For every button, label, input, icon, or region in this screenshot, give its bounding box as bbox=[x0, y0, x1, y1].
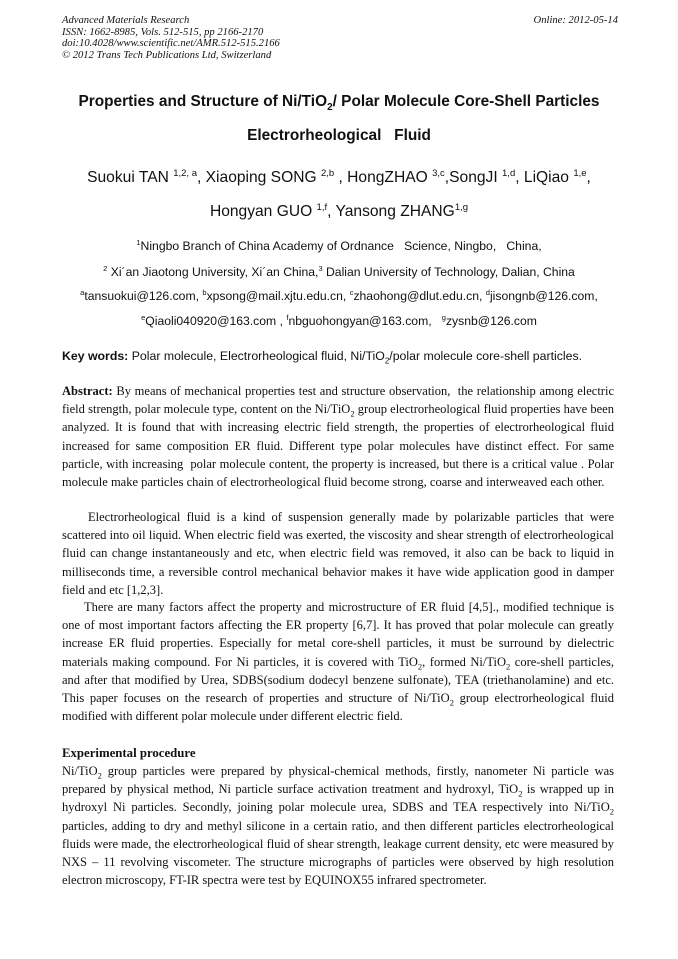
email-address: tansuokui@126.com, bbox=[84, 289, 203, 303]
author-affiliation-mark: 3,c bbox=[432, 167, 445, 179]
email-mark: f bbox=[286, 312, 289, 322]
paragraph-text: group particles were prepared by physical-chemical methods, firstly, nanometer Ni particle was prepared by physical method, Ni particle surface activation treatment and hydroxyl, TiO bbox=[62, 764, 614, 797]
paragraph-text: , formed Ni/TiO bbox=[422, 654, 507, 669]
email-address: zysnb@126.com bbox=[445, 314, 537, 328]
affiliation-mark: 3 bbox=[318, 263, 323, 273]
email-address: jisongnb@126.com, bbox=[489, 289, 598, 303]
author-name: SongJI bbox=[449, 169, 503, 186]
experimental-paragraph bbox=[62, 762, 614, 889]
email-line-2 bbox=[30, 313, 648, 329]
affiliation-text: Ningbo Branch of China Academy of Ordnance Science, Ningbo, China, bbox=[140, 239, 542, 253]
abstract-subscript: 2 bbox=[350, 408, 355, 419]
paragraph-text: particles, adding to dry and methyl silicone in a certain ratio, and then different particles electrorheological fluids were made, the electrorheological fluid of shear strength, leakage current density, etc were measured by NXS – 11 revolving viscometer. The structure micrographs of particles were observed by high resolution electron microscopy, FT-IR spectra were test by EQUINOX55 infrared spectrometer. bbox=[62, 818, 614, 888]
issn-line: ISSN: 1662-8985, Vols. 512-515, pp 2166-2170 bbox=[62, 26, 264, 38]
author-name: LiQiao bbox=[523, 169, 574, 186]
email-address: Qiaoli040920@163.com , bbox=[145, 314, 287, 328]
subscript: 2 bbox=[518, 788, 523, 799]
keywords-label: Key words: bbox=[62, 349, 129, 363]
intro-paragraph-1: Electrorheological fluid is a kind of suspension generally made by polarizable particles that were scattered into oil liquid. When electric field was exerted, the viscosity and shear strength of electrorheological fluid can change instantaneously and etc, when electric field was removed, it also can be back to liquid in milliseconds time, a reversible control mechanical behavior makes it have wide application good in damper field and etc [1,2,3]. bbox=[62, 510, 614, 597]
author-affiliation-mark: 2,b bbox=[320, 167, 335, 179]
online-date: Online: 2012-05-14 bbox=[533, 15, 618, 26]
affiliation-line-2 bbox=[30, 264, 648, 280]
affiliation-line-1 bbox=[30, 238, 648, 254]
authors-line-1 bbox=[30, 168, 648, 188]
email-address: xpsong@mail.xjtu.edu.cn, bbox=[206, 289, 350, 303]
abstract-text: group electrorheological fluid properties have been analyzed. It is found that with increasing electric field strength, the properties of electrorheological fluid increased for same composition ER fluid. Different type polar molecules have distinct effect. For same particle, with increasing polar molecule content, the property is increased, but there is a critical value . Polar molecule make particles chain of electrorheological fluid become strong, coarse and interweaved each other. bbox=[62, 402, 614, 490]
paragraph-text: Ni/TiO bbox=[62, 764, 98, 778]
affiliation-mark: 1 bbox=[136, 237, 141, 247]
email-line-1 bbox=[30, 288, 648, 304]
subscript: 2 bbox=[506, 661, 511, 672]
section-heading: Experimental procedure bbox=[62, 746, 196, 760]
author-affiliation-mark: 1,e bbox=[573, 167, 587, 179]
paragraph-text: There are many factors affect the property and microstructure of ER fluid [4,5]., modified technique is one of most important factors affecting the ER property [6,7]. It has proved that polar molecule can greatly increase ER fluid properties. Especially for metal core-shell particles, it must be surround by dielectric materials making compound. For Ni particles, it is covered with TiO bbox=[62, 600, 614, 669]
email-address: zhaohong@dlut.edu.cn, bbox=[353, 289, 486, 303]
author-separator: , bbox=[444, 169, 450, 186]
subscript: 2 bbox=[97, 770, 102, 781]
abstract-text: By means of mechanical properties test and structure observation, the relationship among electric field strength, polar molecule type, content on the Ni/TiO bbox=[62, 384, 614, 417]
journal-header bbox=[62, 15, 618, 61]
journal-name: Advanced Materials Research bbox=[62, 15, 190, 26]
keywords-text: Polar molecule, Electrorheological fluid, Ni/TiO bbox=[128, 349, 385, 363]
email-mark: a bbox=[80, 287, 85, 297]
author-separator: , bbox=[334, 169, 348, 186]
affiliation-text: Dalian University of Technology, Dalian, China bbox=[322, 265, 575, 279]
paragraph-text: core-shell particles, and after that modified by Urea, SDBS(sodium dodecyl benzene sulfonate), TEA (triethanolamine) and etc. This paper focuses on the research of properties and structure of Ni/TiO bbox=[62, 654, 614, 706]
author-name: HongZHAO bbox=[347, 169, 433, 186]
email-mark: c bbox=[349, 287, 354, 297]
paragraph-text: is wrapped up in hydroxyl Ni particles. Secondly, joining polar molecule urea, SDBS and TEA respectively into Ni/TiO bbox=[62, 782, 614, 815]
title-text-a: Properties and Structure of Ni/TiO bbox=[78, 93, 328, 110]
abstract-label: Abstract: bbox=[62, 384, 113, 398]
author-affiliation-mark: 1,g bbox=[454, 201, 469, 213]
author-name: Hongyan GUO bbox=[209, 203, 317, 220]
author-name: Xiaoping SONG bbox=[205, 169, 321, 186]
subscript: 2 bbox=[449, 697, 454, 708]
author-affiliation-mark: 1,f bbox=[316, 201, 328, 213]
author-separator: , bbox=[327, 203, 336, 220]
author-separator: , bbox=[196, 169, 206, 186]
author-affiliation-mark: 1,2, a bbox=[173, 167, 197, 179]
doi-line: doi:10.4028/www.scientific.net/AMR.512-515.2166 bbox=[62, 38, 280, 50]
paper-title-line-1 bbox=[40, 92, 638, 112]
email-address: nbguohongyan@163.com, bbox=[288, 314, 442, 328]
paper-title-line-2: Electrorheological Fluid bbox=[247, 127, 431, 144]
author-separator: , bbox=[515, 169, 524, 186]
email-mark: e bbox=[141, 312, 146, 322]
email-mark: b bbox=[202, 287, 207, 297]
subscript: 2 bbox=[417, 661, 423, 672]
email-mark: d bbox=[485, 287, 490, 297]
copyright-line: © 2012 Trans Tech Publications Ltd, Switzerland bbox=[62, 49, 272, 61]
author-affiliation-mark: 1,d bbox=[502, 167, 516, 179]
author-separator: , bbox=[586, 169, 591, 186]
abstract bbox=[62, 382, 614, 491]
keywords-subscript: 2 bbox=[384, 356, 390, 366]
paragraph-text: group electrorheological fluid modified with different polar molecule under different electric field. bbox=[62, 691, 614, 724]
author-name: Suokui TAN bbox=[87, 169, 174, 186]
keywords-text: /polar molecule core-shell particles. bbox=[389, 349, 583, 363]
affiliation-text: Xi´an Jiaotong University, Xi´an China, bbox=[107, 265, 319, 279]
authors-line-2 bbox=[30, 202, 648, 222]
title-text-b: / Polar Molecule Core-Shell Particles bbox=[332, 93, 600, 110]
email-mark: g bbox=[441, 312, 446, 322]
intro-paragraph-2 bbox=[62, 598, 614, 725]
affiliation-mark: 2 bbox=[103, 263, 108, 273]
subscript: 2 bbox=[609, 806, 614, 817]
keywords bbox=[62, 348, 622, 364]
author-name: Yansong ZHANG bbox=[335, 203, 455, 220]
title-subscript: 2 bbox=[327, 102, 333, 114]
